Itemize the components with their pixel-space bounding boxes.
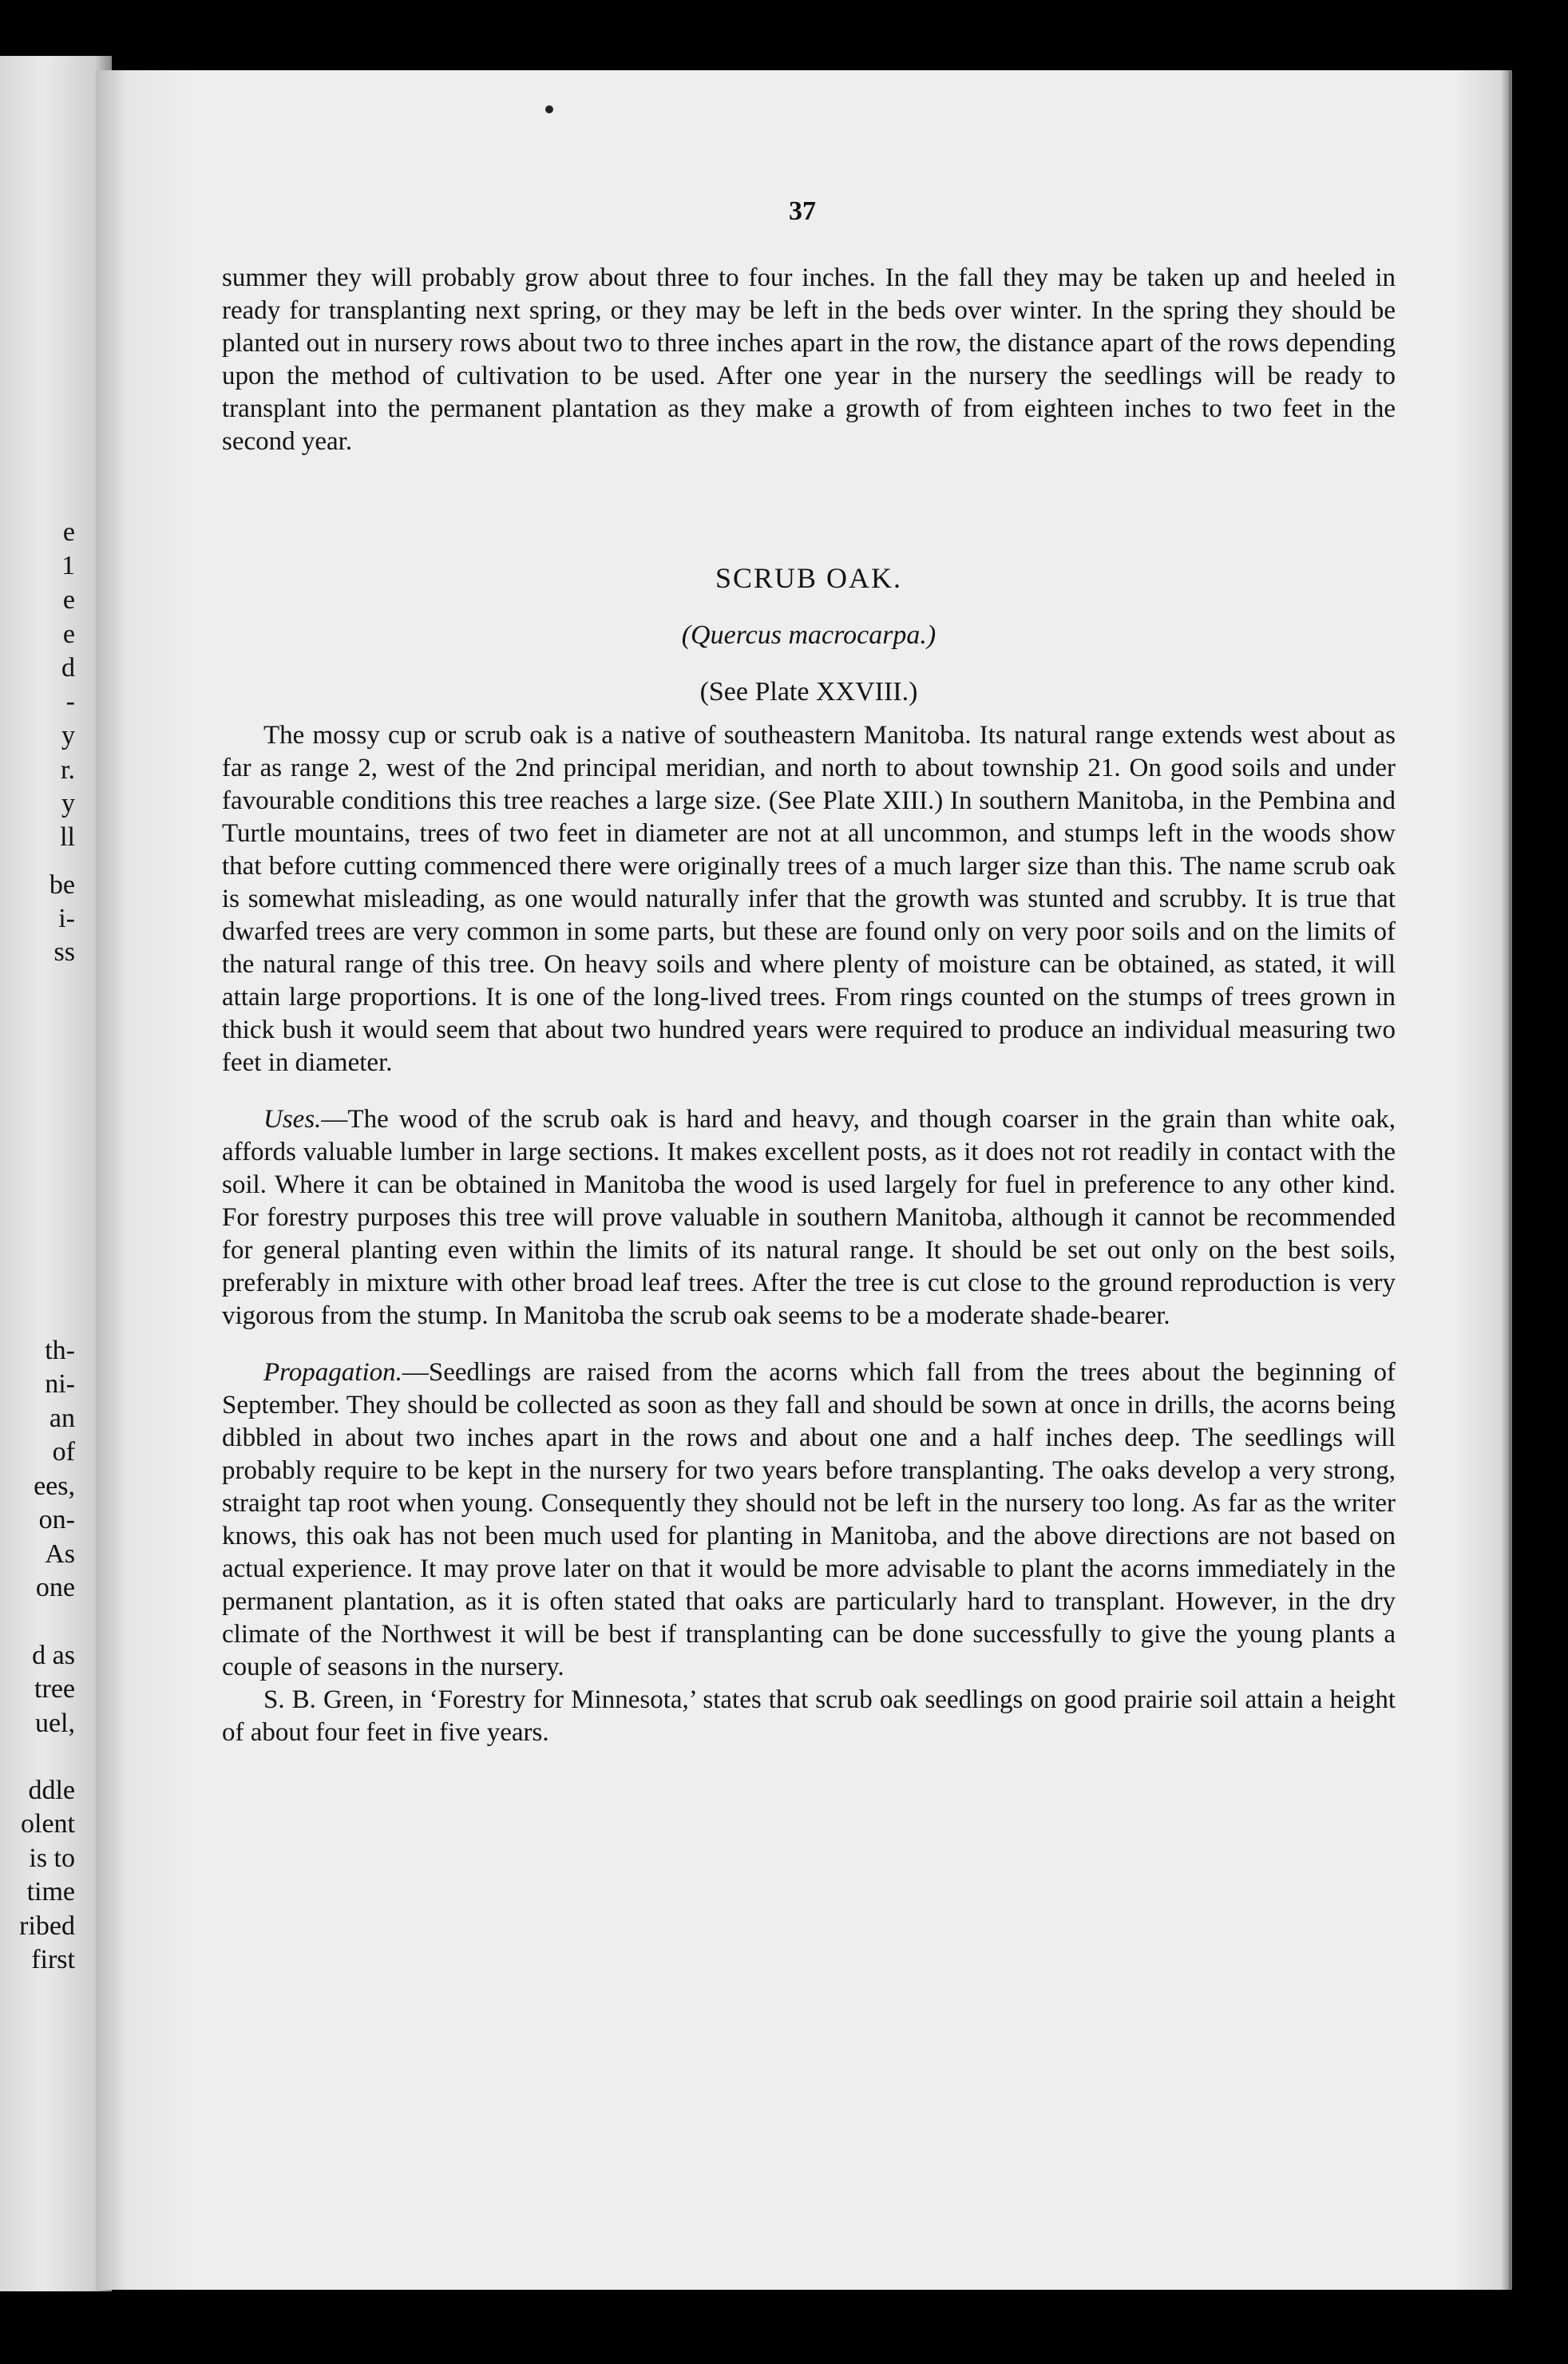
- previous-page-fragment: ll: [60, 822, 75, 852]
- page-number: 37: [789, 196, 816, 226]
- previous-page-fragment: d as: [32, 1641, 75, 1670]
- previous-page-fragment: uel,: [34, 1709, 75, 1738]
- previous-page-fragment: ees,: [34, 1471, 75, 1501]
- previous-page-fragment: an: [49, 1404, 75, 1433]
- page-body: [222, 262, 1396, 1749]
- previous-page-fragment: y: [61, 721, 75, 750]
- uses-paragraph: [222, 1103, 1396, 1332]
- previous-page-fragment: ss: [53, 937, 75, 967]
- uses-text: —The wood of the scrub oak is hard and heavy, and though coarser in the grain than white oak, affords valuable lumber in large sections. It makes excellent posts, as it does not rot readily in contact with the soil. Where it can be obtained in Manitoba the wood is used largely for fuel in preference to any other kind. For forestry purposes this tree will prove valuable in southern Manitoba, although it cannot be recommended for general planting even within the limits of its natural range. It should be set out only on the best soils, preferably in mixture with other broad leaf trees. After the tree is cut close to the ground reproduction is very vigorous from the stump. In Manitoba the scrub oak seems to be a moderate shade-bearer.: [222, 1105, 1396, 1330]
- book-page: [96, 70, 1509, 2290]
- previous-page-fragment: first: [31, 1945, 75, 1974]
- previous-page-fragment: y: [61, 789, 75, 818]
- previous-page-fragment: ni-: [45, 1369, 75, 1399]
- previous-page-fragment: -: [65, 687, 75, 716]
- previous-page-fragment: olent: [21, 1809, 75, 1839]
- previous-page-fragment: th-: [45, 1336, 75, 1365]
- latin-name: (Quercus macrocarpa.): [681, 620, 936, 650]
- previous-page-fragment: i-: [58, 904, 75, 933]
- previous-page-fragment: ddle: [28, 1776, 75, 1805]
- uses-lead: Uses.: [263, 1105, 322, 1134]
- previous-page-fragment: is to: [29, 1843, 75, 1873]
- previous-page-edge: [0, 56, 112, 2291]
- page-speck: [545, 105, 553, 113]
- description-paragraph: The mossy cup or scrub oak is a native of southeastern Manitoba. Its natural range extends west about as far as range 2, west of the 2nd principal meridian, and north to about township 21. On good soils and under favourable conditions this tree reaches a large size. (See Plate XIII.) In southern Manitoba, in the Pembina and Turtle mountains, trees of two feet in diameter are not at all uncommon, and stumps left in the woods show that before cutting commenced there were originally trees of a much larger size than this. The name scrub oak is somewhat misleading, as one would naturally infer that the growth was stunted and scrubby. It is true that dwarfed trees are very common in some parts, but these are found only on very poor soils and on the limits of the natural range of this tree. On heavy soils and where plenty of moisture can be obtained, as stated, it will attain large proportions. It is one of the long-lived trees. From rings counted on the stumps of trees grown in thick bush it would seem that about two hundred years were required to produce an individual measuring two feet in diameter.: [222, 721, 1396, 1077]
- previous-page-fragment: e: [62, 620, 75, 649]
- propagation-text: —Seedlings are raised from the acorns which fall from the trees about the beginning of September. They should be collected as soon as they fall and should be sown at once in drills, the acorns being dibbled in about two inches apart in the rows and about one and a half inches deep. The seedlings will probably require to be kept in the nursery for two years before transplanting. The oaks develop a very strong, straight tap root when young. Consequently they should not be left in the nursery too long. As far as the writer knows, this oak has not been much used for planting in Manitoba, and the above directions are not based on actual experience. It may prove later on that it would be more advisable to plant the acorns immediately in the permanent plantation, as it is often stated that oaks are particularly hard to transplant. However, in the dry climate of the Northwest it will be best if transplanting can be done successfully to give the young plants a couple of seasons in the nursery.: [222, 1358, 1396, 1681]
- propagation-lead: Propagation.: [263, 1358, 402, 1387]
- previous-page-fragment: tree: [34, 1674, 75, 1704]
- intro-paragraph: summer they will probably grow about three to four inches. In the fall they may be taken up and heeled in ready for transplanting next spring, or they may be left in the beds over winter. In the spring they should be planted out in nursery rows about two to three inches apart in the row, the distance apart of the rows depending upon the method of cultivation to be used. After one year in the nursery the seedlings will be ready to transplant into the permanent plantation as they make a growth of from eighteen inches to two feet in the second year.: [222, 263, 1396, 456]
- section-title: SCRUB OAK.: [715, 562, 903, 594]
- previous-page-fragment: e: [62, 585, 75, 615]
- closing-paragraph: S. B. Green, in ‘Forestry for Minnesota,’ states that scrub oak seedlings on good prairie soil attain a height of about four feet in five years.: [222, 1685, 1396, 1747]
- previous-page-fragment: d: [61, 653, 75, 683]
- plate-reference: (See Plate XXVIII.): [699, 677, 918, 707]
- previous-page-fragment: be: [49, 870, 75, 900]
- previous-page-fragment: of: [52, 1437, 75, 1467]
- previous-page-fragment: 1: [61, 551, 75, 580]
- previous-page-fragment: r.: [61, 755, 75, 785]
- propagation-paragraph: [222, 1356, 1396, 1684]
- previous-page-fragment: time: [26, 1877, 75, 1907]
- previous-page-fragment: As: [45, 1539, 75, 1569]
- previous-page-fragment: one: [35, 1573, 75, 1602]
- previous-page-fragment: ribed: [19, 1911, 75, 1941]
- previous-page-fragment: on-: [38, 1505, 75, 1534]
- previous-page-fragment: e: [62, 517, 75, 547]
